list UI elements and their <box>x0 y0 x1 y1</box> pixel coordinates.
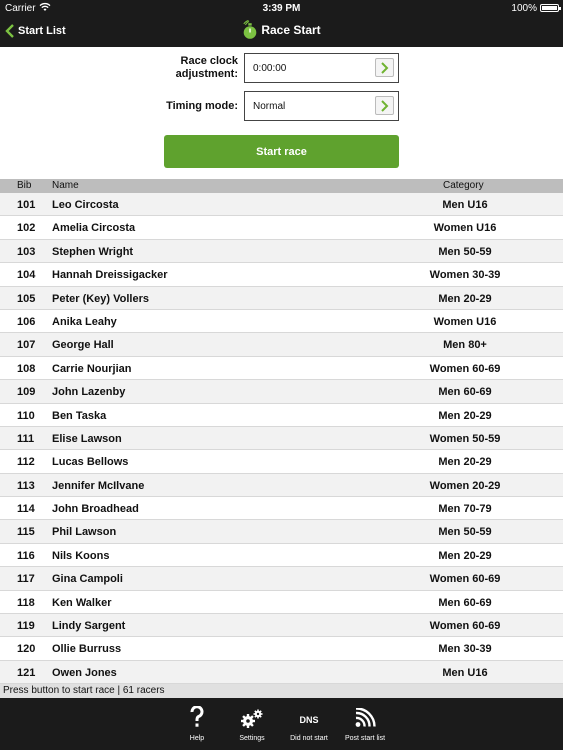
row-bib: 101 <box>17 199 36 211</box>
row-bib: 117 <box>17 573 35 586</box>
table-row[interactable] <box>0 427 563 450</box>
row-name: Elise Lawson <box>52 432 122 445</box>
row-category: Women U16 <box>433 222 497 235</box>
racer-list[interactable] <box>0 193 563 684</box>
table-row[interactable] <box>0 404 563 427</box>
table-row[interactable] <box>0 216 563 239</box>
table-row[interactable] <box>0 263 563 286</box>
row-category: Men 70-79 <box>438 503 492 516</box>
race-clock-label: Race clock adjustment: <box>175 55 238 80</box>
row-name: John Lazenby <box>52 386 126 399</box>
row-name: John Broadhead <box>52 503 139 516</box>
back-button-label: Start List <box>18 25 66 37</box>
row-bib: 113 <box>17 479 35 492</box>
table-row[interactable] <box>0 357 563 380</box>
row-category: Men 80+ <box>443 339 487 352</box>
table-row[interactable] <box>0 287 563 310</box>
tab-settings[interactable] <box>222 698 282 750</box>
tab-post-start-list[interactable] <box>335 698 395 750</box>
row-bib: 114 <box>17 503 35 516</box>
dns-icon: DNS <box>299 715 319 725</box>
row-name: Anika Leahy <box>52 315 117 328</box>
table-row[interactable] <box>0 380 563 403</box>
row-category: Women 20-29 <box>429 479 501 492</box>
tab-did-not-start[interactable] <box>279 698 339 750</box>
race-start-form <box>0 47 563 179</box>
top-bar <box>0 0 563 47</box>
row-category: Men 60-69 <box>438 386 492 399</box>
gears-icon <box>239 708 265 728</box>
timing-mode-label: Timing mode: <box>166 100 238 112</box>
battery-percent: 100% <box>511 3 537 14</box>
row-bib: 108 <box>17 362 36 375</box>
row-bib: 115 <box>17 526 35 539</box>
row-category: Men 20-29 <box>438 456 492 469</box>
row-category: Men 20-29 <box>438 549 492 562</box>
row-name: Jennifer McIlvane <box>52 479 145 492</box>
row-category: Women 60-69 <box>429 620 501 633</box>
row-bib: 116 <box>17 549 35 562</box>
table-row[interactable] <box>0 497 563 520</box>
tab-post-start-list-label: Post start list <box>344 735 386 742</box>
table-row[interactable] <box>0 240 563 263</box>
race-clock-field[interactable] <box>244 53 399 83</box>
row-category: Women 60-69 <box>429 362 501 375</box>
table-row[interactable] <box>0 614 563 637</box>
timing-mode-value: Normal <box>253 100 286 112</box>
table-row[interactable] <box>0 310 563 333</box>
start-race-button[interactable]: Start race <box>164 135 399 168</box>
table-row[interactable] <box>0 450 563 473</box>
row-name: Gina Campoli <box>52 573 123 586</box>
carrier-label: Carrier <box>5 3 36 14</box>
question-icon <box>189 706 205 728</box>
row-category: Men U16 <box>442 666 488 679</box>
row-category: Men 20-29 <box>438 292 492 305</box>
row-category: Men 30-39 <box>438 643 492 656</box>
tab-did-not-start-label: Did not start <box>290 735 328 742</box>
broadcast-icon <box>354 708 376 728</box>
status-bar <box>0 0 563 16</box>
page-title-text: Race Start <box>261 23 321 37</box>
table-row[interactable] <box>0 661 563 684</box>
timing-mode-field[interactable] <box>244 91 399 121</box>
row-category: Men U16 <box>442 199 488 211</box>
row-name: Ollie Burruss <box>52 643 122 656</box>
battery-icon <box>540 4 559 12</box>
row-name: Ben Taska <box>52 409 107 422</box>
table-header <box>0 179 563 193</box>
table-row[interactable] <box>0 333 563 356</box>
row-name: Stephen Wright <box>52 245 134 258</box>
chevron-right-icon <box>380 100 389 112</box>
tab-help-label: Help <box>189 735 205 742</box>
table-row[interactable] <box>0 544 563 567</box>
row-bib: 105 <box>17 292 36 305</box>
tab-bar <box>0 698 563 750</box>
row-bib: 120 <box>17 643 36 656</box>
row-bib: 121 <box>17 666 36 679</box>
row-bib: 119 <box>17 620 35 633</box>
table-row[interactable] <box>0 637 563 660</box>
row-bib: 111 <box>17 432 35 445</box>
row-name: Leo Circosta <box>52 199 119 211</box>
row-bib: 106 <box>17 315 36 328</box>
row-bib: 103 <box>17 245 36 258</box>
row-bib: 104 <box>17 269 36 282</box>
chevron-right-icon <box>380 62 389 74</box>
table-row[interactable] <box>0 520 563 543</box>
row-category: Women 60-69 <box>429 573 501 586</box>
row-bib: 109 <box>17 386 36 399</box>
row-name: Lucas Bellows <box>52 456 129 469</box>
row-category: Women 50-59 <box>429 432 501 445</box>
row-name: Carrie Nourjian <box>52 362 132 375</box>
page-title <box>0 20 563 40</box>
row-name: George Hall <box>52 339 114 352</box>
status-message: Press button to start race | 61 racers <box>0 684 563 698</box>
table-row[interactable] <box>0 591 563 614</box>
row-bib: 107 <box>17 339 36 352</box>
row-name: Nils Koons <box>52 549 110 562</box>
row-category: Men 60-69 <box>438 596 492 609</box>
row-name: Owen Jones <box>52 666 117 679</box>
row-category: Men 50-59 <box>438 526 492 539</box>
table-row[interactable] <box>0 193 563 216</box>
row-name: Lindy Sargent <box>52 620 126 633</box>
row-category: Men 20-29 <box>438 409 492 422</box>
row-category: Men 50-59 <box>438 245 492 258</box>
race-clock-value: 0:00:00 <box>253 62 287 74</box>
row-name: Phil Lawson <box>52 526 117 539</box>
row-name: Amelia Circosta <box>52 222 136 235</box>
row-category: Women U16 <box>433 315 497 328</box>
table-row[interactable] <box>0 567 563 590</box>
row-name: Hannah Dreissigacker <box>52 269 168 282</box>
column-header-bib: Bib <box>17 180 32 191</box>
table-row[interactable] <box>0 474 563 497</box>
race-clock-go-button[interactable] <box>375 58 394 77</box>
row-bib: 110 <box>17 409 35 422</box>
column-header-category: Category <box>443 180 484 191</box>
timing-mode-go-button[interactable] <box>375 96 394 115</box>
row-name: Peter (Key) Vollers <box>52 292 150 305</box>
tab-help[interactable] <box>167 698 227 750</box>
row-bib: 102 <box>17 222 36 235</box>
status-time: 3:39 PM <box>262 3 301 14</box>
tab-settings-label: Settings <box>239 735 265 742</box>
row-category: Women 30-39 <box>429 269 501 282</box>
row-name: Ken Walker <box>52 596 112 609</box>
row-bib: 118 <box>17 596 35 609</box>
column-header-name: Name <box>52 180 79 191</box>
stopwatch-icon <box>242 20 258 40</box>
row-bib: 112 <box>17 456 35 469</box>
